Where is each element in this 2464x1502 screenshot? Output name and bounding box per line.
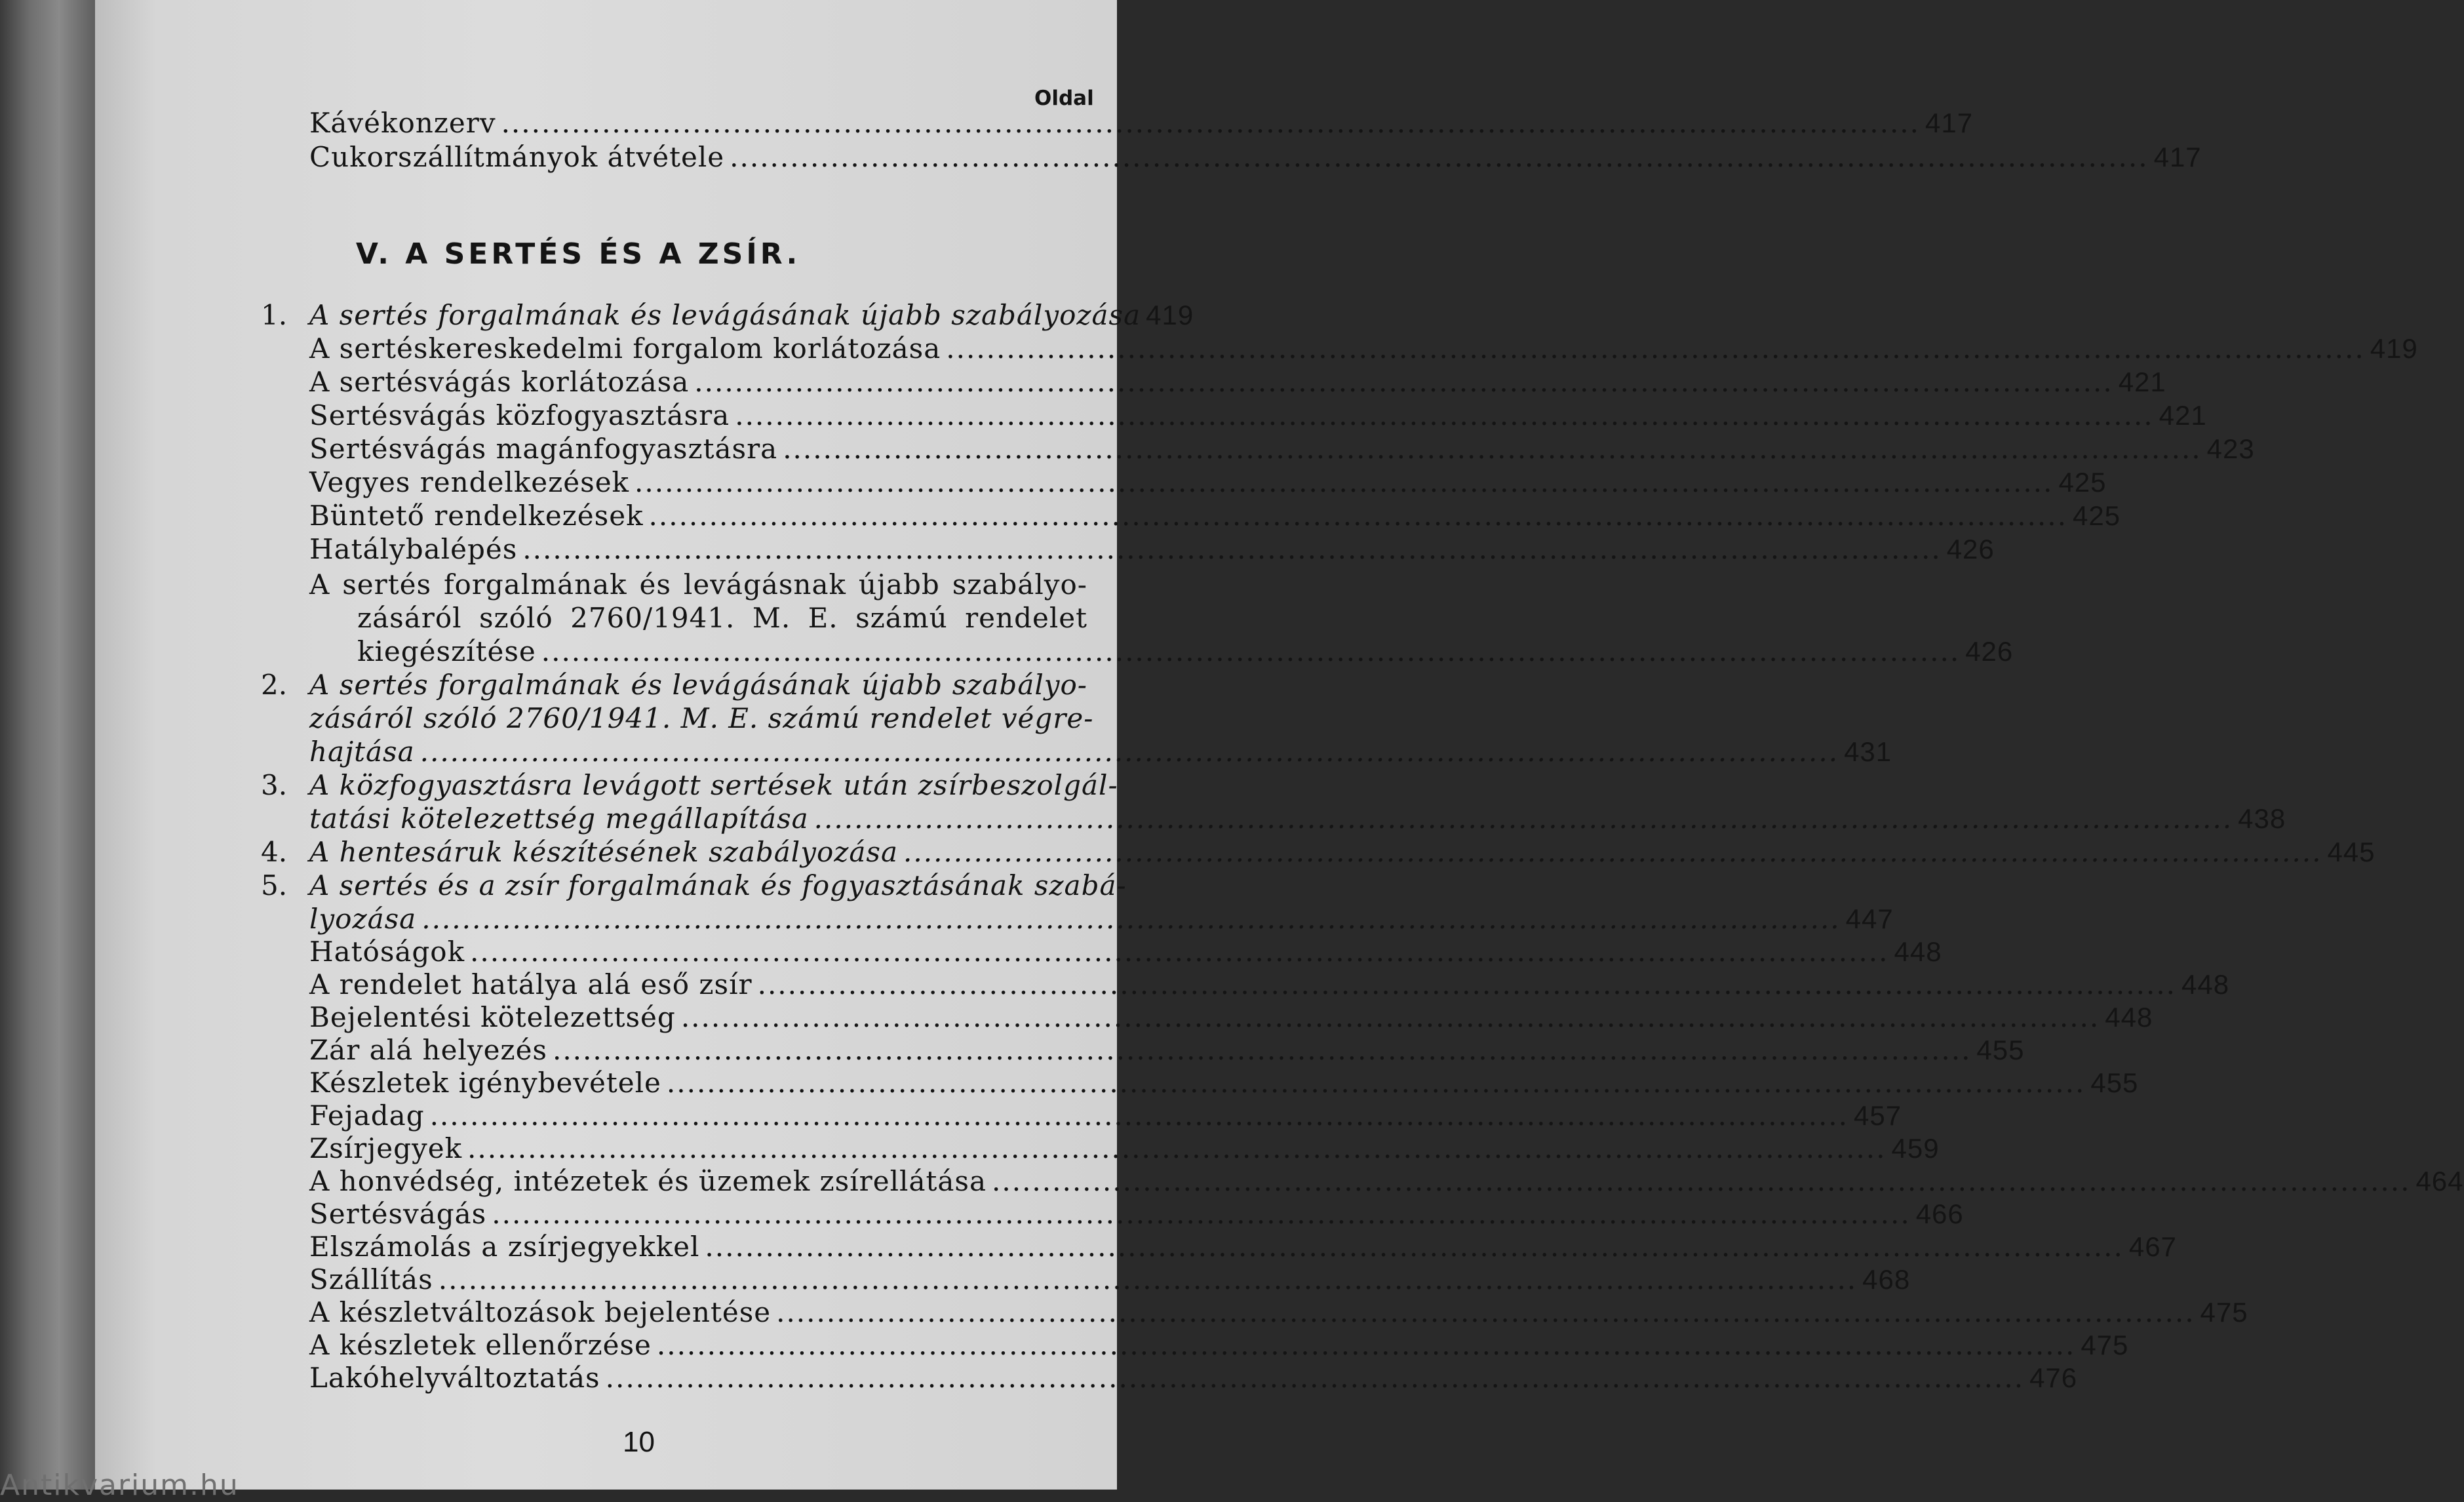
toc-sub-entry (309, 332, 2418, 366)
section-heading: V. A SERTÉS ÉS A ZSÍR. (355, 237, 801, 271)
toc-entry-label: Vegyes rendelkezések (309, 466, 630, 498)
toc-sub-entry (309, 1000, 2153, 1035)
toc-entry-label: tatási kötelezettség megállapítása (309, 802, 809, 835)
leader-dots (421, 902, 1840, 936)
item-number: 2. (261, 669, 288, 701)
toc-entry-label: Sertésvágás magánfogyasztásra (309, 433, 778, 465)
toc-sub-entry (309, 1295, 2248, 1330)
toc-sub-entry (309, 1197, 1964, 1231)
toc-entry-label: Hatóságok (309, 936, 465, 968)
toc-entry-label: Készletek igénybevétele (309, 1067, 661, 1099)
toc-entry-label: A rendelet hatálya alá eső zsír (309, 968, 753, 1000)
toc-entry-label: A hentesáruk készítésének szabályozása (309, 836, 899, 868)
toc-sub-entry (309, 1066, 2139, 1100)
leader-dots (553, 1033, 1971, 1067)
toc-entry-page: 423 (2206, 433, 2255, 464)
toc-entry-page: 445 (2327, 837, 2376, 867)
toc-entry-page: 447 (1845, 903, 1894, 934)
page-number: 10 (623, 1426, 655, 1458)
toc-entry-page: 457 (1854, 1100, 1902, 1131)
toc-entry-label: A készletváltozások bejelentése (309, 1296, 772, 1328)
leader-dots (606, 1361, 2024, 1395)
toc-entry-page: 475 (2081, 1330, 2129, 1360)
toc-entry-label: Cukorszállítmányok átvétele (309, 141, 725, 173)
toc-entry-page: 426 (1965, 636, 2014, 667)
page-column-label: Oldal (1034, 87, 1094, 110)
toc-entry (309, 140, 2202, 174)
toc-entry-label: Sertésvágás közfogyasztásra (309, 399, 730, 431)
item-number: 1. (261, 299, 288, 331)
toc-entry-page: 417 (2153, 142, 2202, 172)
item-number: 4. (261, 836, 288, 868)
leader-dots (420, 735, 1839, 769)
toc-sub-entry (309, 399, 2207, 433)
toc-entry-page: 421 (2159, 400, 2207, 431)
toc-entry-page: 475 (2200, 1297, 2248, 1328)
toc-entry-label: Zár alá helyezés (309, 1034, 547, 1066)
toc-entry-page: 467 (2128, 1231, 2177, 1262)
toc-entry-page: 419 (1146, 300, 1194, 330)
toc-entry-page: 464 (2415, 1166, 2464, 1196)
leader-dots (735, 399, 2153, 433)
toc-entry-page: 455 (1976, 1035, 2025, 1065)
toc-entry-page: 425 (2072, 500, 2121, 531)
toc-entry-label: A honvédség, intézetek és üzemek zsírellátása (309, 1165, 987, 1197)
leader-dots (470, 935, 1888, 969)
toc-entry-page: 425 (2058, 467, 2107, 498)
toc-sub-entry (309, 968, 2230, 1002)
leader-dots (946, 332, 2364, 366)
toc-sub-entry (309, 1230, 2177, 1264)
toc-sub-entry (309, 1361, 2078, 1395)
leader-dots (430, 1099, 1848, 1133)
toc-entry-label: Zsírjegyek (309, 1132, 463, 1164)
leader-dots (730, 140, 2148, 174)
toc-sub-entry (309, 1033, 2025, 1067)
toc-entry-page: 417 (1925, 108, 1974, 138)
leader-dots (758, 968, 2176, 1002)
toc-sub-entry (309, 532, 1995, 566)
toc-entry-label: Szállítás (309, 1263, 433, 1295)
toc-sub-entry (309, 935, 1942, 969)
toc-entry-label: A készletek ellenőrzése (309, 1329, 652, 1361)
toc-sub-entry (309, 1328, 2129, 1362)
leader-dots (992, 1164, 2410, 1198)
leader-dots (635, 465, 2053, 500)
toc-entry-page: 466 (1915, 1198, 1964, 1229)
toc-entry-page: 476 (2029, 1362, 2078, 1393)
toc-main-entry (309, 735, 1892, 769)
toc-sub-entry (309, 1132, 1940, 1166)
toc-sub-entry (309, 1099, 1902, 1133)
toc-sub-entry (309, 432, 2255, 466)
toc-sub-entry-line: A sertés forgalmának és levágásnak újabb szabályo- (309, 568, 1087, 601)
toc-entry-page: 448 (1894, 936, 1942, 967)
toc-sub-entry (309, 499, 2121, 533)
leader-dots (649, 499, 2067, 533)
toc-entry-page: 448 (2181, 969, 2230, 1000)
toc-entry-label: lyozása (309, 903, 417, 935)
toc-entry-label: Elszámolás a zsírjegyekkel (309, 1231, 700, 1263)
leader-dots (814, 802, 2233, 836)
leader-dots (501, 106, 1920, 140)
toc-entry-label: Bejelentési kötelezettség (309, 1001, 676, 1033)
toc-entry (309, 106, 1974, 140)
book-spine-shadow (0, 0, 98, 1490)
toc-main-entry-line: A sertés forgalmának és levágásának újabb szabályo- (309, 669, 1087, 701)
toc-sub-entry (309, 365, 2166, 399)
toc-main-entry (309, 802, 2286, 836)
toc-entry-label: Hatálybalépés (309, 533, 518, 565)
leader-dots (492, 1197, 1910, 1231)
leader-dots (783, 432, 2201, 466)
item-number: 3. (261, 769, 288, 801)
toc-entry-label: Büntető rendelkezések (309, 500, 644, 532)
toc-entry-label: kiegészítése (357, 635, 536, 667)
leader-dots (541, 635, 1960, 669)
toc-main-entry-line: A sertés és a zsír forgalmának és fogyasztásának szabá- (309, 869, 1127, 901)
leader-dots (776, 1295, 2195, 1330)
toc-main-entry (309, 902, 1894, 936)
toc-entry-label: Lakóhelyváltoztatás (309, 1362, 600, 1394)
toc-main-entry-line: zásáról szóló 2760/1941. M. E. számú rendelet végre- (309, 702, 1094, 734)
watermark: Antikvarium.hu (0, 1469, 239, 1502)
toc-entry-label: A sertés forgalmának és levágásának újabb szabályozása (309, 299, 1141, 331)
leader-dots (657, 1328, 2075, 1362)
toc-entry-page: 448 (2105, 1002, 2153, 1033)
toc-entry-label: Sertésvágás (309, 1198, 487, 1230)
leader-dots (903, 835, 2322, 869)
toc-sub-entry (357, 635, 2014, 669)
leader-dots (439, 1263, 1857, 1297)
toc-entry-page: 468 (1862, 1264, 1911, 1295)
toc-main-entry (309, 298, 1194, 332)
item-number: 5. (261, 869, 288, 901)
leader-dots (694, 365, 2113, 399)
toc-entry-label: A sertéskereskedelmi forgalom korlátozása (309, 332, 941, 365)
toc-entry-page: 438 (2238, 803, 2286, 834)
toc-entry-page: 421 (2118, 366, 2166, 397)
leader-dots (705, 1230, 2123, 1264)
toc-entry-page: 419 (2370, 333, 2418, 364)
toc-entry-label: Kávékonzerv (309, 107, 496, 139)
toc-main-entry-line: A közfogyasztásra levágott sertések után zsírbeszolgál- (309, 769, 1118, 801)
leader-dots (522, 532, 1941, 566)
leader-dots (681, 1000, 2100, 1035)
toc-sub-entry-line: zásáról szóló 2760/1941. M. E. számú rendelet (357, 602, 1087, 634)
toc-entry-page: 455 (2090, 1067, 2139, 1098)
leader-dots (667, 1066, 2085, 1100)
toc-entry-label: A sertésvágás korlátozása (309, 366, 690, 398)
toc-entry-label: Fejadag (309, 1099, 425, 1132)
toc-entry-page: 431 (1844, 736, 1892, 767)
toc-sub-entry (309, 1263, 1911, 1297)
leader-dots (467, 1132, 1886, 1166)
toc-entry-page: 459 (1891, 1133, 1940, 1164)
toc-entry-label: hajtása (309, 736, 415, 768)
toc-sub-entry (309, 465, 2107, 500)
toc-sub-entry (309, 1164, 2464, 1198)
toc-main-entry (309, 835, 2376, 869)
toc-entry-page: 426 (1946, 534, 1995, 564)
